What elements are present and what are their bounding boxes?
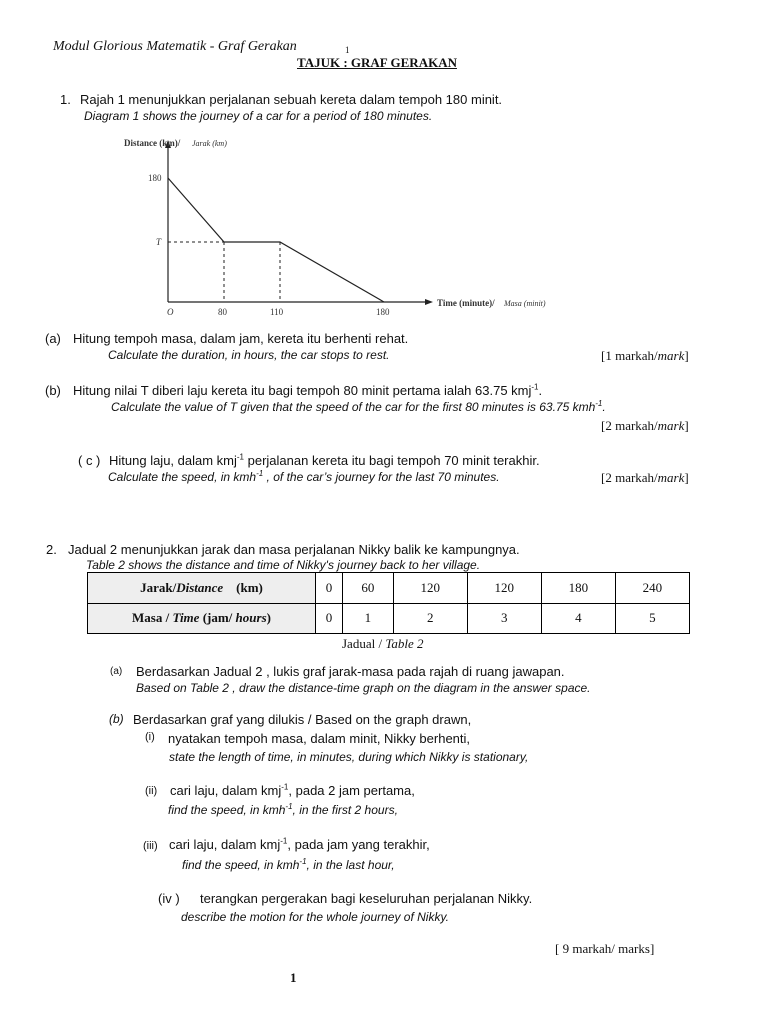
q1a-text-ms: Hitung tempoh masa, dalam jam, kereta itu berhenti rehat. — [73, 331, 409, 346]
time-cell: 2 — [393, 603, 467, 634]
x-axis-label-a: Time (minute)/ — [437, 298, 495, 308]
time-cell: 5 — [615, 603, 689, 634]
time-cell: 4 — [541, 603, 615, 634]
x-tick-180: 180 — [376, 307, 390, 317]
q1a-text-en: Calculate the duration, in hours, the car stops to rest. — [108, 348, 390, 362]
q2bii-text-ms: cari laju, dalam kmj$^{-1}$, pada 2 jam pertama, — [170, 782, 415, 798]
q2-text-ms: Jadual 2 menunjukkan jarak dan masa perjalanan Nikky balik ke kampungnya. — [68, 542, 520, 557]
q2bi-text-ms: nyatakan tempoh masa, dalam minit, Nikky berhenti, — [168, 731, 471, 746]
y-tick-180: 180 — [148, 173, 162, 183]
time-cell: 3 — [467, 603, 541, 634]
table-2 — [87, 572, 690, 634]
q2biii-label: (iii) — [143, 840, 158, 852]
distance-cell: 120 — [467, 573, 541, 604]
x-tick-80: 80 — [218, 307, 227, 317]
journey-line — [168, 178, 384, 302]
q2a-label: (a) — [110, 666, 123, 677]
y-axis-label-b: Jarak (km) — [192, 139, 227, 148]
q1a-label: (a) — [45, 331, 61, 346]
q1a-marks: [1 markah/mark] — [601, 348, 689, 363]
q1c-text-ms: Hitung laju, dalam kmj$^{-1}$ perjalanan kereta itu bagi tempoh 70 minit terakhir. — [109, 452, 540, 468]
x-axis-label-b: Masa (minit) — [504, 299, 546, 308]
q2bii-label: (ii) — [145, 785, 158, 797]
x-tick-110: 110 — [270, 307, 284, 317]
distance-cell: 60 — [343, 573, 394, 604]
q2b-label: (b) — [109, 712, 124, 726]
y-axis-label-a: Distance (km)/ — [124, 138, 181, 148]
q2biii-text-en: find the speed, in kmh$^{-1}$, in the last hour, — [182, 857, 395, 872]
module-header: Modul Glorious Matematik - Graf Gerakan — [53, 39, 297, 54]
q2biv-text-ms: terangkan pergerakan bagi keseluruhan perjalanan Nikky. — [200, 891, 533, 906]
q1c-marks: [2 markah/mark] — [601, 470, 689, 485]
page-title: TAJUK : GRAF GERAKAN — [297, 55, 457, 70]
row-header-time: Masa / Time (jam/ hours) — [88, 603, 316, 634]
x-tick-origin: O — [167, 307, 174, 317]
table-row-distance — [88, 573, 690, 604]
q2-marks: [ 9 markah/ marks] — [555, 941, 655, 956]
q2-number: 2. — [46, 542, 57, 557]
q2biii-text-ms: cari laju, dalam kmj$^{-1}$, pada jam yang terakhir, — [169, 836, 430, 852]
table-caption: Jadual / Table 2 — [342, 636, 424, 651]
q2b-text: Berdasarkan graf yang dilukis / Based on the graph drawn, — [133, 712, 472, 727]
time-cell: 0 — [316, 603, 343, 634]
q2biv-text-en: describe the motion for the whole journey of Nikky. — [181, 910, 449, 924]
q2a-text-en: Based on Table 2 , draw the distance-time graph on the diagram in the answer space. — [136, 681, 591, 695]
q1b-text-en: Calculate the value of T given that the speed of the car for the first 80 minutes is 63.75 kmh$^{-1}$. — [111, 399, 606, 414]
q2bi-label: (i) — [145, 731, 155, 743]
q2-text-en: Table 2 shows the distance and time of Nikky's journey back to her village. — [86, 558, 481, 572]
diagram-1-graph — [110, 130, 570, 325]
q1c-label: ( c ) — [78, 453, 101, 468]
q1-text-ms: Rajah 1 menunjukkan perjalanan sebuah kereta dalam tempoh 180 minit. — [80, 92, 503, 107]
distance-cell: 180 — [541, 573, 615, 604]
page-number: 1 — [290, 970, 297, 985]
q1b-text-ms: Hitung nilai T diberi laju kereta itu bagi tempoh 80 minit pertama ialah 63.75 kmj$^{-1}$. — [73, 382, 543, 398]
header-page-mark: 1 — [345, 45, 350, 55]
q2bii-text-en: find the speed, in kmh$^{-1}$, in the first 2 hours, — [168, 802, 398, 817]
row-header-distance: Jarak/Distance (km) — [88, 573, 316, 604]
q2biv-label: (iv ) — [158, 891, 180, 906]
distance-cell: 120 — [393, 573, 467, 604]
q2a-text-ms: Berdasarkan Jadual 2 , lukis graf jarak-masa pada rajah di ruang jawapan. — [136, 664, 565, 679]
time-cell: 1 — [343, 603, 394, 634]
q1b-marks: [2 markah/mark] — [601, 418, 689, 433]
y-tick-t: T — [156, 237, 162, 247]
q1-number: 1. — [60, 92, 71, 107]
distance-cell: 240 — [615, 573, 689, 604]
q1c-text-en: Calculate the speed, in kmh$^{-1}$ , of the car’s journey for the last 70 minutes. — [108, 469, 500, 484]
q1-text-en: Diagram 1 shows the journey of a car for a period of 180 minutes. — [84, 109, 433, 123]
q1b-label: (b) — [45, 383, 61, 398]
distance-cell: 0 — [316, 573, 343, 604]
q2bi-text-en: state the length of time, in minutes, during which Nikky is stationary, — [169, 750, 529, 764]
x-axis-arrow — [425, 299, 433, 305]
table-row-time — [88, 603, 690, 634]
